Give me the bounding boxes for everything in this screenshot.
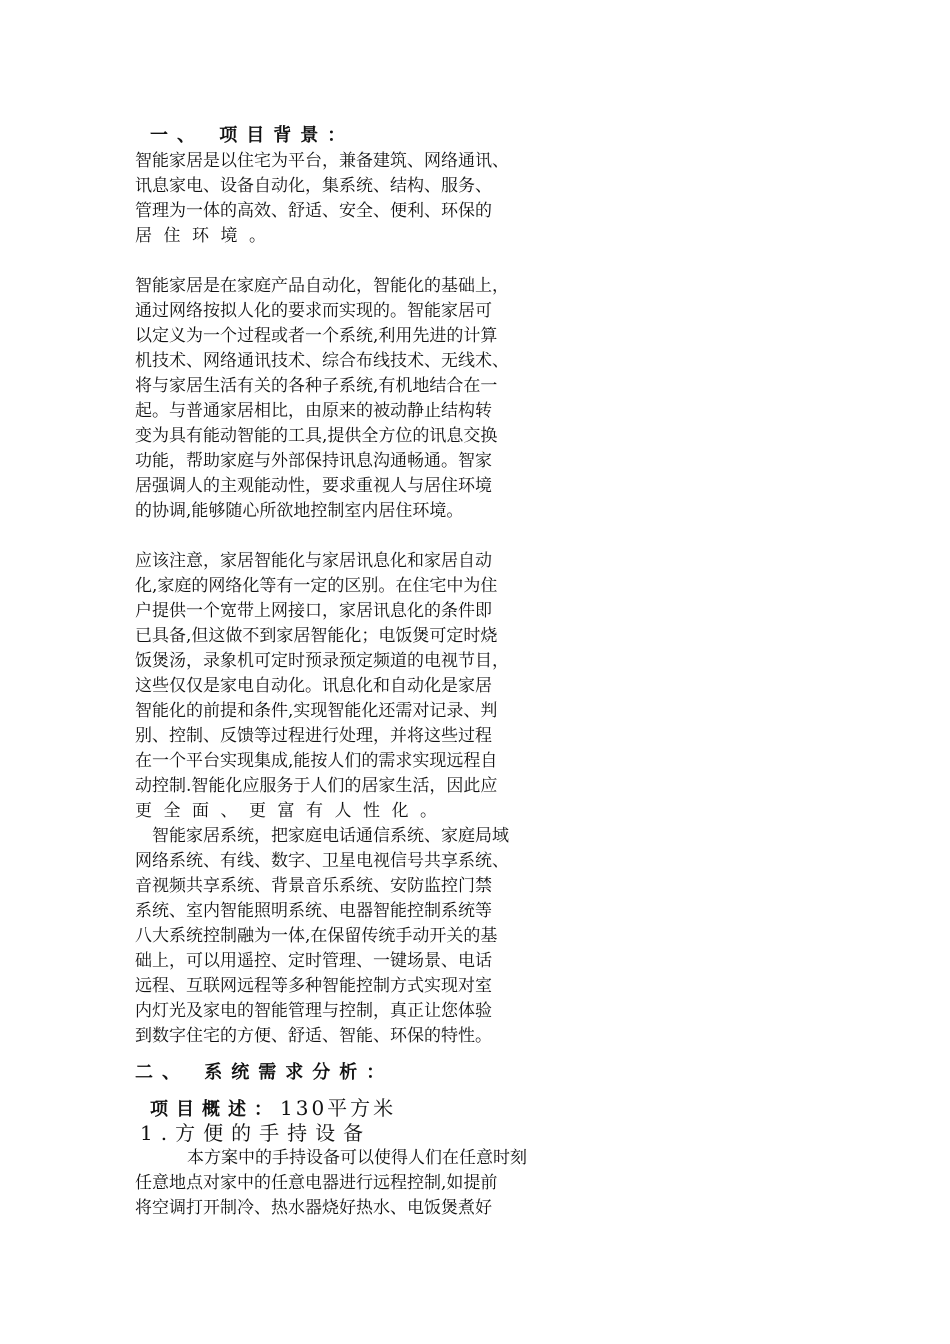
paragraph-line: 化,家庭的网络化等有一定的区别。在住宅中为住 (135, 576, 498, 596)
paragraph-line: 起。与普通家居相比，由原来的被动静止结构转 (135, 401, 492, 421)
paragraph-line: 这些仅仅是家电自动化。讯息化和自动化是家居 (135, 676, 492, 696)
paragraph-line: 更全面、更富有人性化。 (135, 801, 449, 821)
paragraph-line: 管理为一体的高效、舒适、安全、便利、环保的 (135, 201, 492, 221)
item-title-handheld: 1.方便的手持设备 (140, 1121, 372, 1145)
paragraph-line: 别、控制、反馈等过程进行处理，并将这些过程 (135, 726, 492, 746)
paragraph-line: 居住环境。 (135, 226, 278, 246)
paragraph-line: 智能化的前提和条件,实现智能化还需对记录、判 (135, 701, 498, 721)
paragraph-line: 任意地点对家中的任意电器进行远程控制,如提前 (135, 1173, 498, 1193)
paragraph-line: 音视频共享系统、背景音乐系统、安防监控门禁 (135, 876, 492, 896)
paragraph-line: 智能家居系统，把家庭电话通信系统、家庭局域 (152, 826, 509, 846)
paragraph-line: 在一个平台实现集成,能按人们的需求实现远程自 (135, 751, 498, 771)
paragraph-line: 系统、室内智能照明系统、电器智能控制系统等 (135, 901, 492, 921)
paragraph-line: 的协调,能够随心所欲地控制室内居住环境。 (135, 501, 464, 521)
paragraph-line: 内灯光及家电的智能管理与控制，真正让您体验 (135, 1001, 492, 1021)
paragraph-line: 变为具有能动智能的工具,提供全方位的讯息交换 (135, 426, 498, 446)
overview-label: 项目概述： (150, 1099, 280, 1120)
paragraph-line: 到数字住宅的方便、舒适、智能、环保的特性。 (135, 1026, 492, 1046)
paragraph-line: 讯息家电、设备自动化，集系统、结构、服务、 (135, 176, 492, 196)
heading-system-requirements: 二、 系统需求分析： (135, 1062, 394, 1083)
paragraph-line: 机技术、网络通讯技术、综合布线技术、无线术、 (135, 351, 509, 371)
overview-value: 130平方米 (280, 1096, 397, 1120)
paragraph-line: 本方案中的手持设备可以使得人们在任意时刻 (187, 1148, 527, 1168)
paragraph-line: 已具备,但这做不到家居智能化；电饭煲可定时烧 (135, 626, 498, 646)
paragraph-line: 功能，帮助家庭与外部保持讯息沟通畅通。智家 (135, 451, 492, 471)
paragraph-line: 将空调打开制冷、热水器烧好热水、电饭煲煮好 (135, 1198, 492, 1218)
paragraph-line: 智能家居是以住宅为平台，兼备建筑、网络通讯、 (135, 151, 509, 171)
paragraph-line: 网络系统、有线、数字、卫星电视信号共享系统、 (135, 851, 509, 871)
paragraph-line: 智能家居是在家庭产品自动化，智能化的基础上， (135, 276, 509, 296)
paragraph-line: 将与家居生活有关的各种子系统,有机地结合在一 (135, 376, 498, 396)
paragraph-line: 居强调人的主观能动性，要求重视人与居住环境 (135, 476, 492, 496)
paragraph-line: 通过网络按拟人化的要求而实现的。智能家居可 (135, 301, 492, 321)
paragraph-line: 八大系统控制融为一体,在保留传统手动开关的基 (135, 926, 498, 946)
paragraph-line: 以定义为一个过程或者一个系统,利用先进的计算 (135, 326, 498, 346)
heading-project-background: 一、 项目背景： (150, 125, 355, 146)
paragraph-line: 户提供一个宽带上网接口，家居讯息化的条件即 (135, 601, 492, 621)
paragraph-line: 应该注意，家居智能化与家居讯息化和家居自动 (135, 551, 492, 571)
paragraph-line: 饭煲汤，录象机可定时预录预定频道的电视节目， (135, 651, 509, 671)
paragraph-line: 础上，可以用遥控、定时管理、一键场景、电话 (135, 951, 492, 971)
paragraph-line: 远程、互联网远程等多种智能控制方式实现对室 (135, 976, 492, 996)
paragraph-line: 动控制.智能化应服务于人们的居家生活，因此应 (135, 776, 498, 796)
